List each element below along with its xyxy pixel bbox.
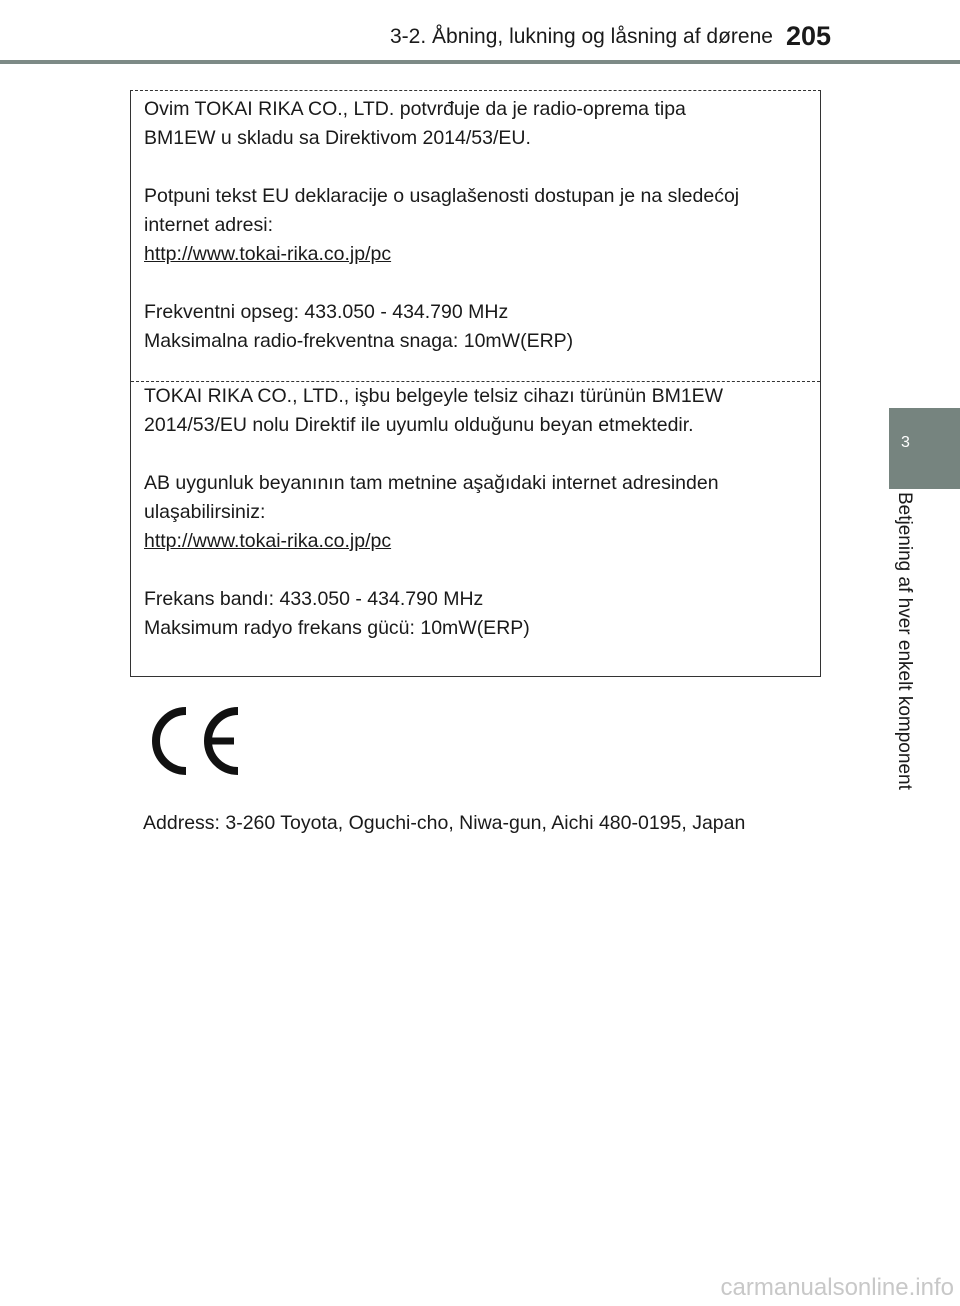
turkish-declaration [144, 382, 723, 643]
text-line: Ovim TOKAI RIKA CO., LTD. potvrđuje da je radio-oprema tipa [144, 98, 686, 120]
page-number: 205 [786, 21, 832, 51]
text-line: Frekans bandı: 433.050 - 434.790 MHz [144, 588, 484, 610]
chapter-number: 3 [901, 434, 910, 451]
declaration-link[interactable]: http://www.tokai-rika.co.jp/pc [144, 530, 392, 552]
chapter-label: Betjening af hver enkelt komponent [894, 492, 915, 790]
header-rule [0, 60, 960, 64]
text-line: Frekventni opseg: 433.050 - 434.790 MHz [144, 301, 509, 323]
text-line: internet adresi: [144, 214, 273, 236]
text-line: Maksimum radyo frekans gücü: 10mW(ERP) [144, 617, 530, 639]
declaration-link[interactable]: http://www.tokai-rika.co.jp/pc [144, 243, 392, 265]
declaration-box [130, 90, 821, 677]
manufacturer-address: Address: 3-260 Toyota, Oguchi-cho, Niwa-gun, Aichi 480-0195, Japan [143, 812, 746, 834]
text-line: Potpuni tekst EU deklaracije o usaglašenosti dostupan je na sledećoj [144, 185, 740, 207]
text-line: Maksimalna radio-frekventna snaga: 10mW(ERP) [144, 330, 574, 352]
text-line: BM1EW u skladu sa Direktivom 2014/53/EU. [144, 127, 531, 149]
serbian-declaration [144, 95, 739, 356]
text-line: TOKAI RIKA CO., LTD., işbu belgeyle telsiz cihazı türünün BM1EW [144, 385, 724, 407]
ce-mark-icon [150, 705, 245, 777]
chapter-tab [889, 408, 960, 489]
section-title: 3-2. Åbning, lukning og låsning af dørene [390, 25, 773, 48]
text-line: 2014/53/EU nolu Direktif ile uyumlu olduğunu beyan etmektedir. [144, 414, 694, 436]
text-line: AB uygunluk beyanının tam metnine aşağıdaki internet adresinden [144, 472, 719, 494]
watermark: carmanualsonline.info [720, 1274, 954, 1301]
text-line: ulaşabilirsiniz: [144, 501, 266, 523]
